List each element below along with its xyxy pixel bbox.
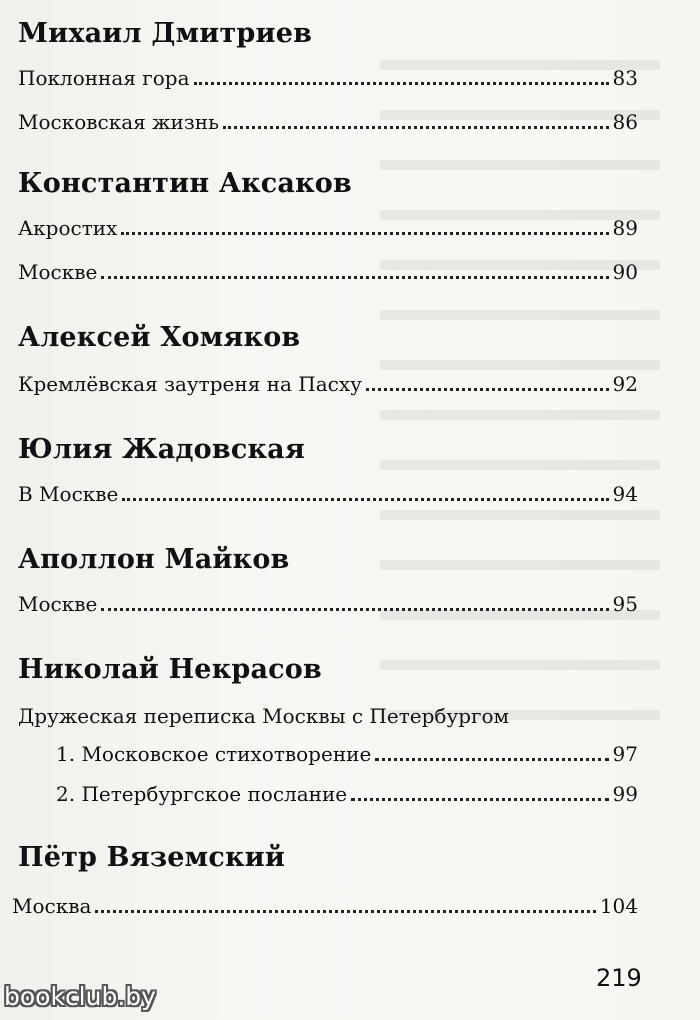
entry-page: 86 bbox=[612, 110, 638, 134]
entry-page: 89 bbox=[612, 216, 638, 240]
toc-entry bbox=[12, 892, 638, 920]
entry-page: 104 bbox=[599, 894, 638, 918]
leader-dots bbox=[121, 226, 608, 235]
author-heading-aksakov: Константин Аксаков bbox=[18, 168, 352, 199]
toc-entry bbox=[18, 214, 638, 242]
author-heading-vyazemsky: Пётр Вяземский bbox=[18, 842, 286, 873]
entry-title: Москва bbox=[12, 894, 92, 918]
group-title: Дружеская переписка Москвы с Петербургом bbox=[18, 704, 510, 728]
toc-entry bbox=[18, 480, 638, 508]
author-heading-dmitriev: Михаил Дмитриев bbox=[18, 18, 313, 49]
entry-title: Московская жизнь bbox=[18, 110, 219, 134]
entry-title: Москве bbox=[18, 592, 98, 616]
author-heading-nekrasov: Николай Некрасов bbox=[18, 654, 322, 685]
entry-page: 95 bbox=[612, 592, 638, 616]
leader-dots bbox=[366, 382, 609, 391]
entry-page: 99 bbox=[612, 782, 638, 806]
leader-dots bbox=[101, 270, 608, 279]
entry-page: 92 bbox=[612, 372, 638, 396]
entry-page: 83 bbox=[612, 66, 638, 90]
leader-dots bbox=[375, 752, 608, 761]
entry-title: В Москве bbox=[18, 482, 119, 506]
entry-title: 1. Московское стихотворение bbox=[56, 742, 372, 766]
leader-dots bbox=[223, 120, 609, 129]
entry-page: 94 bbox=[612, 482, 638, 506]
entry-title: Акростих bbox=[18, 216, 118, 240]
toc-entry bbox=[18, 370, 638, 398]
toc-entry bbox=[18, 64, 638, 92]
page-number: 219 bbox=[596, 964, 642, 992]
entry-title: Москве bbox=[18, 260, 98, 284]
entry-page: 97 bbox=[612, 742, 638, 766]
author-heading-maykov: Аполлон Майков bbox=[18, 544, 290, 575]
leader-dots bbox=[122, 492, 608, 501]
leader-dots bbox=[194, 76, 609, 85]
entry-title: Поклонная гора bbox=[18, 66, 190, 90]
entry-title: 2. Петербургское послание bbox=[56, 782, 348, 806]
author-heading-zhadovskaya: Юлия Жадовская bbox=[18, 434, 306, 465]
toc-entry bbox=[18, 590, 638, 618]
watermark: bookclub.by bbox=[4, 982, 156, 1011]
leader-dots bbox=[95, 904, 595, 913]
toc-entry bbox=[18, 258, 638, 286]
entry-title: Кремлёвская заутреня на Пасху bbox=[18, 372, 362, 396]
leader-dots bbox=[351, 792, 608, 801]
toc-entry bbox=[56, 780, 638, 808]
toc-entry bbox=[56, 740, 638, 768]
toc-entry bbox=[18, 108, 638, 136]
author-heading-khomyakov: Алексей Хомяков bbox=[18, 322, 301, 353]
leader-dots bbox=[101, 602, 608, 611]
entry-page: 90 bbox=[612, 260, 638, 284]
